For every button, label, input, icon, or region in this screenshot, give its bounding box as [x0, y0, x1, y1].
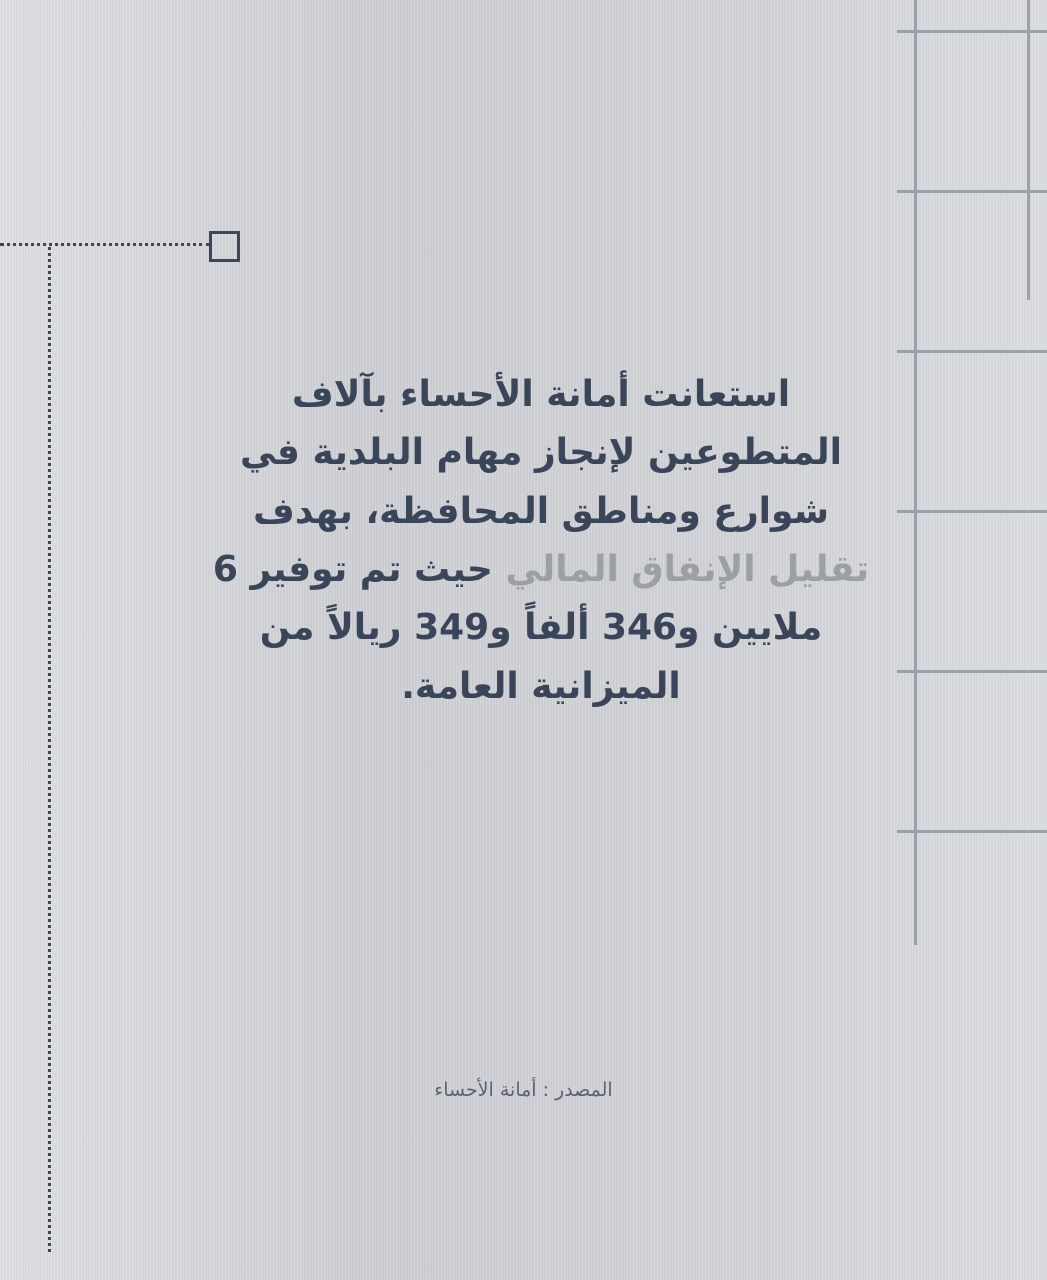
grid-horizontal-line: [897, 190, 1047, 193]
statement-text: [0, 366, 1047, 716]
grid-vertical-line-short: [1027, 0, 1030, 300]
dotted-horizontal-rule: [0, 243, 210, 246]
source-label: المصدر : أمانة الأحساء: [434, 1079, 613, 1101]
grid-horizontal-line: [897, 830, 1047, 833]
square-marker-icon: [209, 231, 240, 262]
grid-horizontal-line: [897, 350, 1047, 353]
statement-highlight: تقليل الإنفاق المالي: [492, 548, 870, 590]
statement-part-2: حيث تم توفير 6 ملايين و346 ألفاً و349 ريالاً من الميزانية العامة.: [212, 548, 823, 707]
statement-part-1: استعانت أمانة الأحساء بآلاف المتطوعين لإنجاز مهام البلدية في شوارع ومناطق المحافظة، بهدف: [240, 374, 842, 532]
grid-horizontal-line: [897, 30, 1047, 33]
